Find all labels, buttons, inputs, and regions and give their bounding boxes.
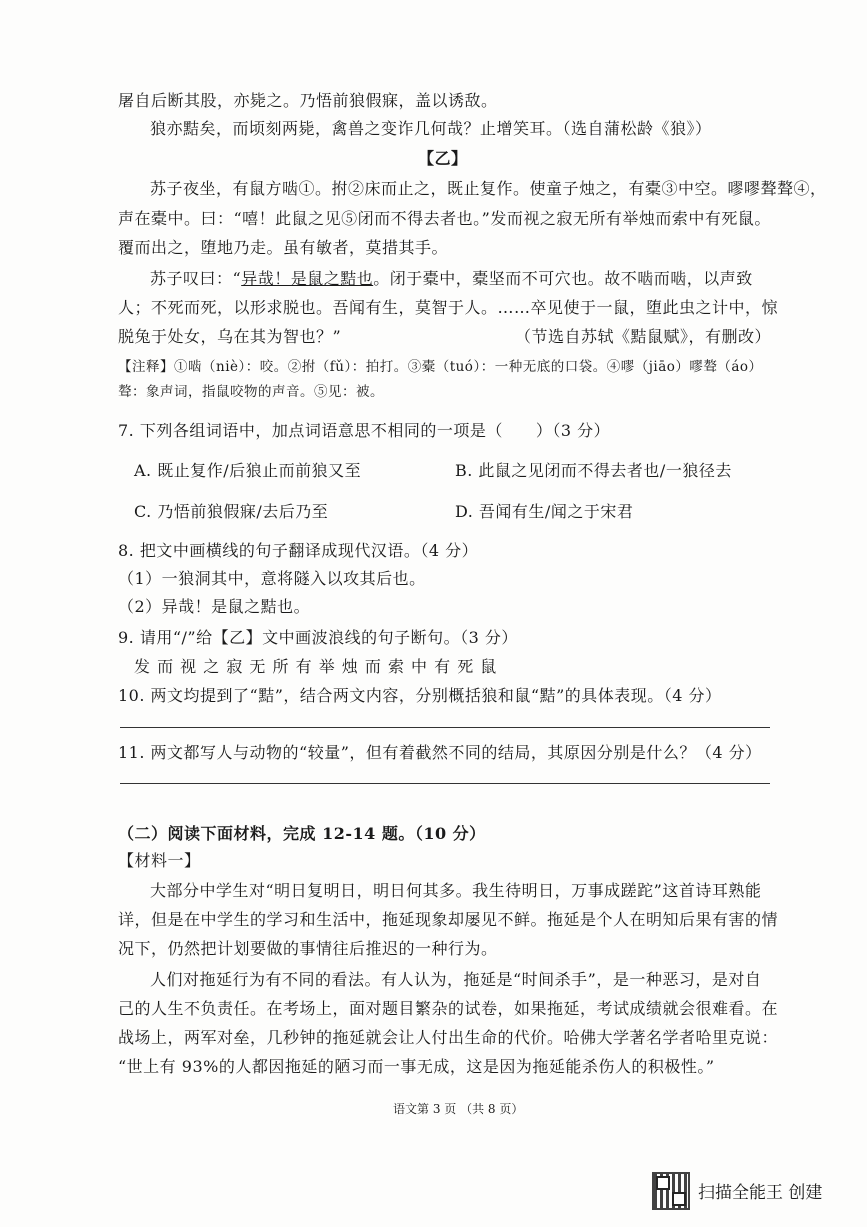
question-8: 8. 把文中画横线的句子翻译成现代汉语。（4 分） bbox=[118, 541, 479, 560]
section-2-p1-line1: 大部分中学生对“明日复明日，明日何其多。我生待明日，万事成蹉跎”这首诗耳熟能 bbox=[150, 881, 762, 900]
page-number: 语文第 3 页 （共 8 页） bbox=[393, 1102, 524, 1116]
passage-yi-p2-line3: 脱兔于处女，乌在其为智也？” bbox=[118, 327, 342, 346]
passage-yi-source: （节选自苏轼《黠鼠赋》，有删改） bbox=[515, 327, 772, 346]
passage-jia-line1: 屠自后断其股，亦毙之。乃悟前狼假寐，盖以诱敌。 bbox=[118, 91, 498, 110]
qr-code-icon bbox=[652, 1172, 690, 1210]
question-7-option-c: C. 乃悟前狼假寐/去后乃至 bbox=[134, 502, 329, 521]
underlined-sentence: 异哉！是鼠之黠也 bbox=[241, 269, 374, 288]
passage-yi-p1-line2: 声在橐中。曰：“嘻！此鼠之见⑤闭而不得去者也。”发而视之寂无所有举烛而索中有死鼠。 bbox=[118, 209, 771, 228]
material-1-label: 【材料一】 bbox=[118, 851, 201, 870]
question-9: 9. 请用“/”给【乙】文中画波浪线的句子断句。（3 分） bbox=[118, 628, 518, 647]
section-2-p1-line3: 况下，仍然把计划要做的事情往后推迟的一种行为。 bbox=[118, 939, 498, 958]
question-10: 10. 两文均提到了“黠”，结合两文内容，分别概括狼和鼠“黠”的具体表现。（4 分） bbox=[118, 686, 722, 705]
section-2-p2-line2: 己的人生不负责任。在考场上，面对题目繁杂的试卷，如果拖延，考试成绩就会很难看。在 bbox=[118, 999, 779, 1018]
question-7-option-d: D. 吾闻有生/闻之于宋君 bbox=[455, 502, 634, 521]
section-2-p2-line4: “世上有 93%的人都因拖延的陋习而一事无成，这是因为拖延能杀伤人的积极性。” bbox=[118, 1057, 715, 1076]
passage-yi-p2-line1: 苏子叹曰：“异哉！是鼠之黠也。闭于橐中，橐坚而不可穴也。故不啮而啮，以声致 bbox=[150, 269, 753, 288]
passage-yi-heading: 【乙】 bbox=[418, 149, 468, 168]
section-2-p2-line3: 战场上，两军对垒，几秒钟的拖延就会让人付出生命的代价。哈佛大学著名学者哈里克说： bbox=[118, 1028, 779, 1047]
passage-jia-line2: 狼亦黠矣，而顷刻两毙，禽兽之变诈几何哉？止增笑耳。（选自蒲松龄《狼》） bbox=[150, 119, 712, 138]
question-8-item-2: （2）异哉！是鼠之黠也。 bbox=[118, 597, 311, 616]
passage-yi-notes-line1: 【注释】①啮（niè）：咬。②拊（fǔ）：拍打。③橐（tuó）：一种无底的口袋。④嘐（jiāo）嘐聱（áo） bbox=[118, 359, 763, 375]
passage-yi-p2-line2: 人；不死而死，以形求脱也。吾闻有生，莫智于人。……卒见使于一鼠，堕此虫之计中，惊 bbox=[118, 298, 779, 317]
section-2-heading: （二）阅读下面材料，完成 12-14 题。（10 分） bbox=[118, 824, 486, 843]
passage-yi-p1-line3: 覆而出之，堕地乃走。虽有敏者，莫措其手。 bbox=[118, 238, 449, 257]
question-7-option-b: B. 此鼠之见闭而不得去者也/一狼径去 bbox=[455, 461, 732, 480]
question-8-item-1: （1）一狼洞其中，意将隧入以攻其后也。 bbox=[118, 569, 426, 588]
question-7: 7. 下列各组词语中，加点词语意思不相同的一项是（ ）（3 分） bbox=[118, 421, 611, 440]
question-11-answer-line bbox=[120, 783, 770, 784]
scanner-watermark: 扫描全能王 创建 bbox=[698, 1183, 823, 1203]
question-7-option-a: A. 既止复作/后狼止而前狼又至 bbox=[134, 461, 362, 480]
question-11: 11. 两文都写人与动物的“较量”，但有着截然不同的结局，其原因分别是什么？（4 分） bbox=[118, 743, 762, 762]
passage-yi-notes-line2: 聱：象声词，指鼠咬物的声音。⑤见：被。 bbox=[118, 384, 384, 400]
section-2-p1-line2: 详，但是在中学生的学习和生活中，拖延现象却屡见不鲜。拖延是个人在明知后果有害的情 bbox=[118, 910, 779, 929]
passage-yi-p1-line1: 苏子夜坐，有鼠方啮①。拊②床而止之，既止复作。使童子烛之，有橐③中空。嘐嘐聱聱④， bbox=[150, 179, 827, 198]
question-10-answer-line bbox=[120, 727, 770, 728]
question-9-text: 发 而 视 之 寂 无 所 有 举 烛 而 索 中 有 死 鼠 bbox=[134, 657, 498, 676]
section-2-p2-line1: 人们对拖延行为有不同的看法。有人认为，拖延是“时间杀手”，是一种恶习，是对自 bbox=[150, 970, 762, 989]
